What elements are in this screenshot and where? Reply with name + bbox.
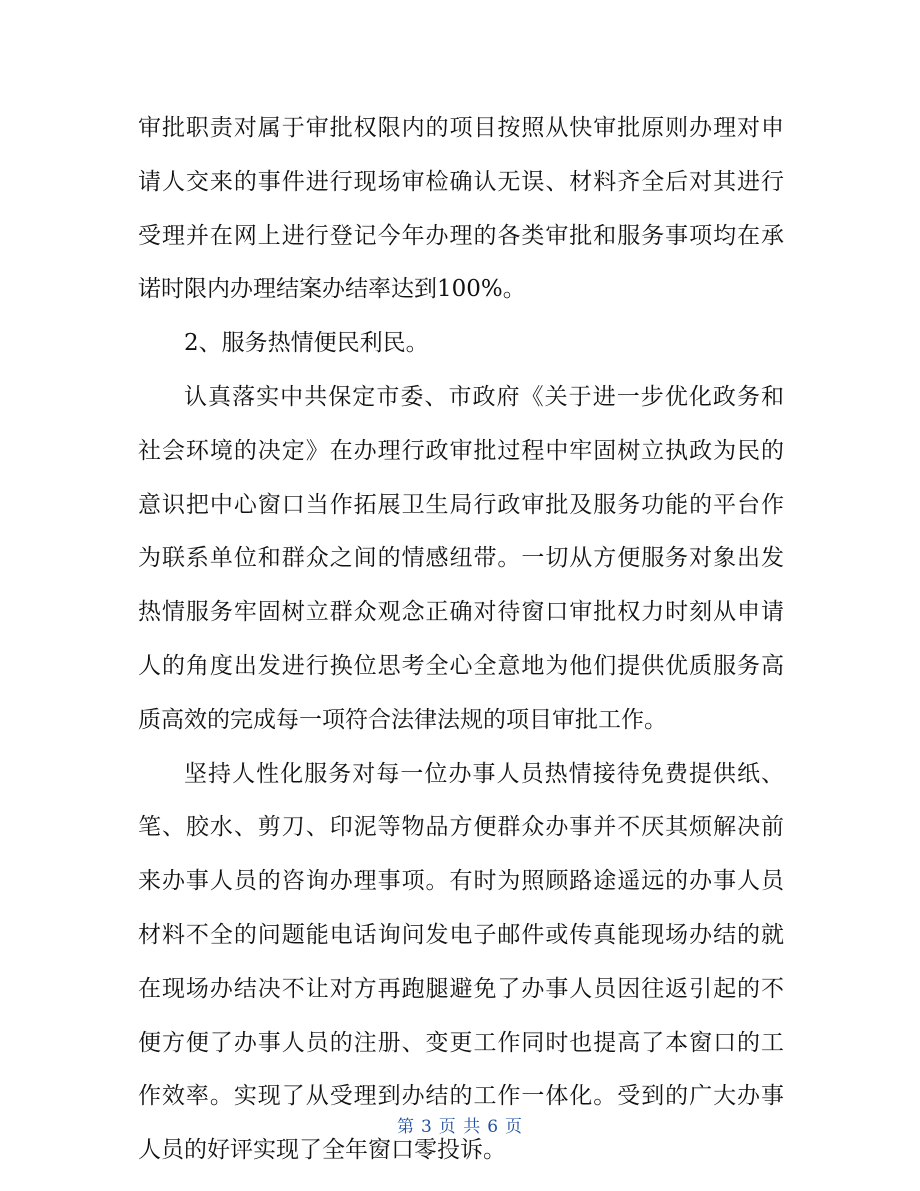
text-line: 意识把中心窗口当作拓展卫生局行政审批及服务功能的平台作: [138, 491, 784, 518]
text-line: 社会环境的决定》在办理行政审批过程中牢固树立执政为民的: [138, 437, 784, 464]
text-line: 来办事人员的咨询办理事项。有时为照顾路途遥远的办事人员: [138, 868, 784, 895]
footer-prefix: 第: [396, 1117, 415, 1137]
footer-current-page: 3: [420, 1117, 433, 1137]
footer-suffix: 页: [505, 1117, 524, 1137]
text-line: 质高效的完成每一项符合法律法规的项目审批工作。: [138, 706, 667, 733]
text-line: 受理并在网上进行登记今年办理的各类审批和服务事项均在承: [138, 222, 784, 249]
document-body: [138, 102, 784, 1178]
footer-total-pages: 6: [487, 1117, 500, 1137]
text-line: 为联系单位和群众之间的情感纽带。一切从方便服务对象出发: [138, 545, 784, 572]
text-line: 人员的好评实现了全年窗口零投诉。: [138, 1137, 506, 1164]
text-line: 2、服务热情便民利民。: [184, 330, 429, 357]
text-line: 热情服务牢固树立群众观念正确对待窗口审批权力时刻从申请: [138, 599, 784, 626]
text-line: 认真落实中共保定市委、市政府《关于进一步优化政务和: [184, 383, 784, 410]
text-line: 作效率。实现了从受理到办结的工作一体化。受到的广大办事: [138, 1083, 784, 1110]
text-line: 审批职责对属于审批权限内的项目按照从快审批原则办理对申: [138, 115, 784, 141]
text-line: 材料不全的问题能电话询问发电子邮件或传真能现场办结的就: [138, 921, 784, 948]
page-footer: [0, 1112, 920, 1137]
text-line: 便方便了办事人员的注册、变更工作同时也提高了本窗口的工: [138, 1029, 784, 1056]
footer-middle: 页 共: [438, 1117, 482, 1137]
text-line: 在现场办结决不让对方再跑腿避免了办事人员因往返引起的不: [138, 975, 784, 1002]
text-line: 人的角度出发进行换位思考全心全意地为他们提供优质服务高: [138, 652, 784, 679]
text-line: 请人交来的事件进行现场审检确认无误、材料齐全后对其进行: [138, 168, 784, 195]
text-line: 坚持人性化服务对每一位办事人员热情接待免费提供纸、: [184, 760, 784, 787]
text-line: 诺时限内办理结案办结率达到100%。: [138, 276, 526, 303]
text-line: 笔、胶水、剪刀、印泥等物品方便群众办事并不厌其烦解决前: [138, 814, 784, 841]
